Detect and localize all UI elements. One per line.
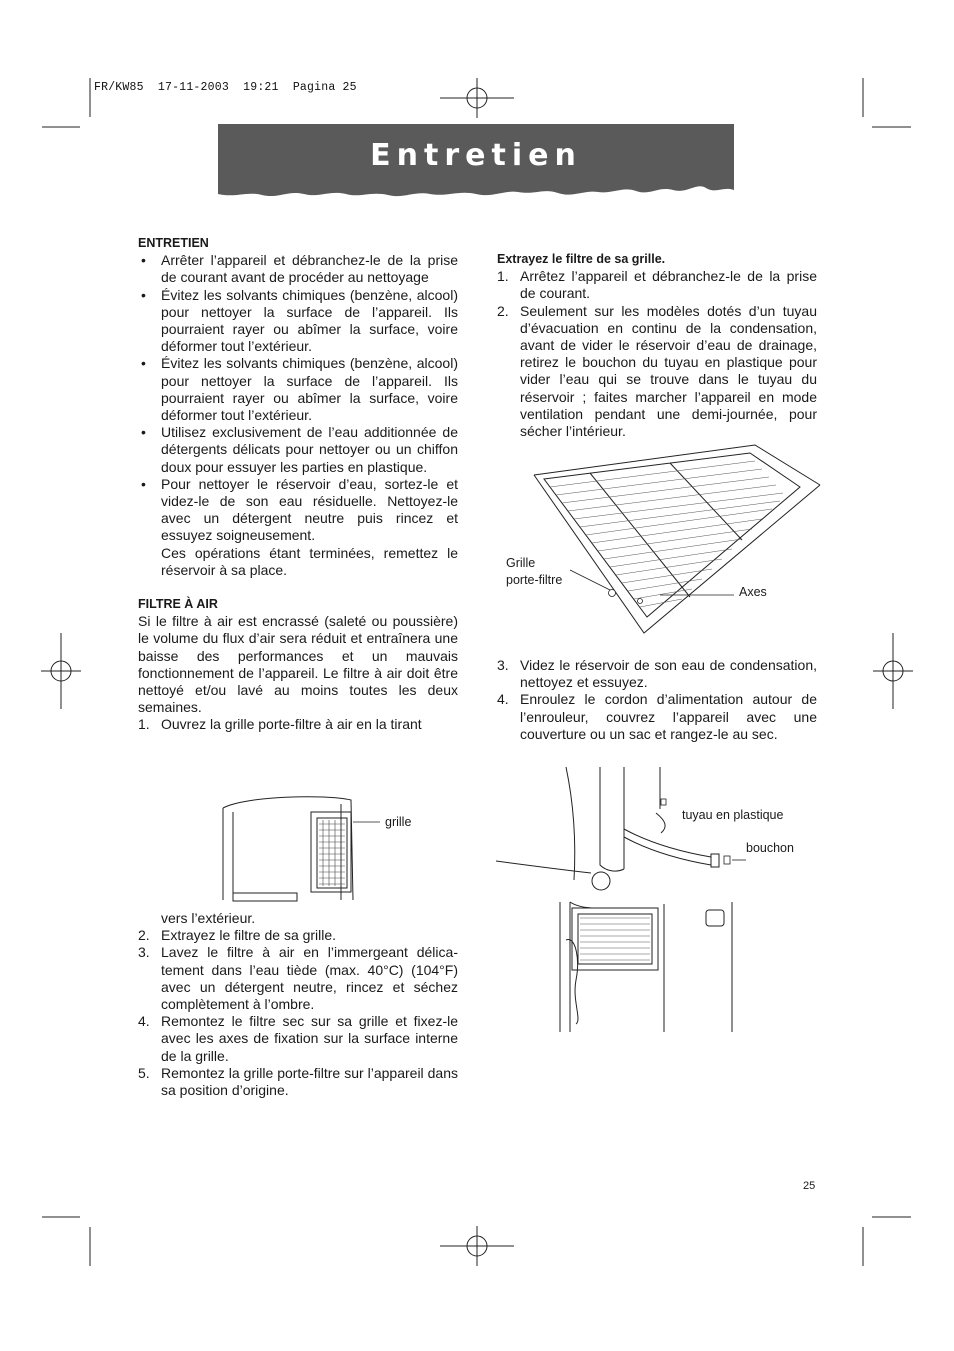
list-item: 1. Arrêtez l’appareil et débranchez-le de la prise de courant. (497, 268, 817, 302)
list-item: • Évitez les solvants chimiques (benzène, alcool) pour nettoyer la surface de l’appareil. Ils pourraient rayer ou abîmer la surface, voire déformer tout l’extérieur. (138, 287, 458, 356)
right-column (497, 251, 817, 440)
left-column-continued (138, 910, 458, 1099)
step1-continuation: vers l’extérieur. (161, 910, 256, 926)
storage-steps-b (497, 657, 817, 743)
right-heading: Extrayez le filtre de sa grille. (497, 252, 666, 266)
filtre-intro: Si le filtre à air est encrassé (saleté ou poussière) le volume du flux d’air sera réduit et entraînera une baisse des performances et un mauvais fonctionnement de l’appareil. Le filtre à air doit être nettoyé et/ou lavé au moins toutes les deux semaines. (138, 613, 458, 716)
label-bouchon: bouchon (746, 841, 794, 855)
label-grille: Grille (506, 556, 536, 570)
page-title: Entretien (370, 138, 582, 173)
hose-figure (496, 765, 746, 895)
list-item: 3. Videz le réservoir de son eau de condensation, nettoyez et essuyez. (497, 657, 817, 691)
list-item: 4. Enroulez le cordon d’alimentation autour de l’enrouleur, couvrez l’appareil avec une couverture ou un sac et rangez-le au sec. (497, 691, 817, 742)
figure-label-grille: grille (385, 815, 412, 829)
filtre-steps (138, 927, 458, 1099)
maintenance-bullets (138, 252, 458, 544)
left-column (138, 235, 458, 734)
unit-back-figure (556, 900, 736, 1035)
list-item: 4. Remontez le filtre sec sur sa grille et fixez-le avec les axes de fixation sur la surface interne de la grille. (138, 1013, 458, 1064)
label-axes: Axes (739, 585, 767, 599)
print-slug: FR/KW85 17-11-2003 19:21 Pagina 25 (94, 81, 357, 94)
storage-steps-a (497, 268, 817, 440)
list-item: 2. Extrayez le filtre de sa grille. (138, 927, 337, 944)
list-item: 3. Lavez le filtre à air en l’immergeant délicatement dans l’eau tiède (max. 40°C) (104°F) avec un détergent neutre, rincez et séchez complètement à l’ombre. (138, 944, 458, 1013)
section-heading-entretien: ENTRETIEN (138, 236, 209, 250)
filtre-steps-start (138, 716, 458, 733)
list-item: 5. Remontez la grille porte-filtre sur l’appareil dans sa position d’origine. (138, 1064, 458, 1099)
list-item: • Évitez les solvants chimiques (benzène, alcool) pour nettoyer la surface de l’appareil. Ils pourraient rayer ou abîmer la surface, voire déformer tout l’extérieur. (138, 355, 458, 424)
list-item: • Pour nettoyer le réservoir d’eau, sortez-le et videz-le de son eau résiduelle. Nettoyez-le avec un détergent neutre puis rincez et essuyez soigneusement. (138, 476, 458, 545)
label-porte-filtre: porte-filtre (506, 573, 563, 587)
section-heading-filtre: FILTRE À AIR (138, 597, 218, 612)
list-item: • Utilisez exclusivement de l’eau additionnée de détergents délicats pour nettoyer ou un chiffon doux pour essuyer les parties en plastique. (138, 424, 458, 476)
bullet-followup: Ces opérations étant terminées, remettez le réservoir à sa place. (161, 544, 458, 578)
list-item: 2. Seulement sur les modèles dotés d’un tuyau d’évacuation en continu de la condensation, avant de vider le réservoir d’eau de drainage, retirez le bouchon du tuyau en plastique pour vider l’eau qui se trouve dans le tuyau du réservoir ; faites marcher l’appareil en mode ventilation pendant une demi-journée, pour sécher l’intérieur. (497, 302, 817, 440)
filter-grille-figure (500, 445, 830, 640)
list-item: 1. Ouvrez la grille porte-filtre à air en la tirant (138, 716, 422, 733)
unit-grille-figure (215, 790, 375, 902)
page-number: 25 (803, 1180, 816, 1192)
list-item: • Arrêter l’appareil et débranchez-le de la prise de courant avant de procéder au nettoyage (138, 252, 458, 286)
right-column-steps (497, 657, 817, 743)
label-tuyau: tuyau en plastique (682, 808, 784, 822)
